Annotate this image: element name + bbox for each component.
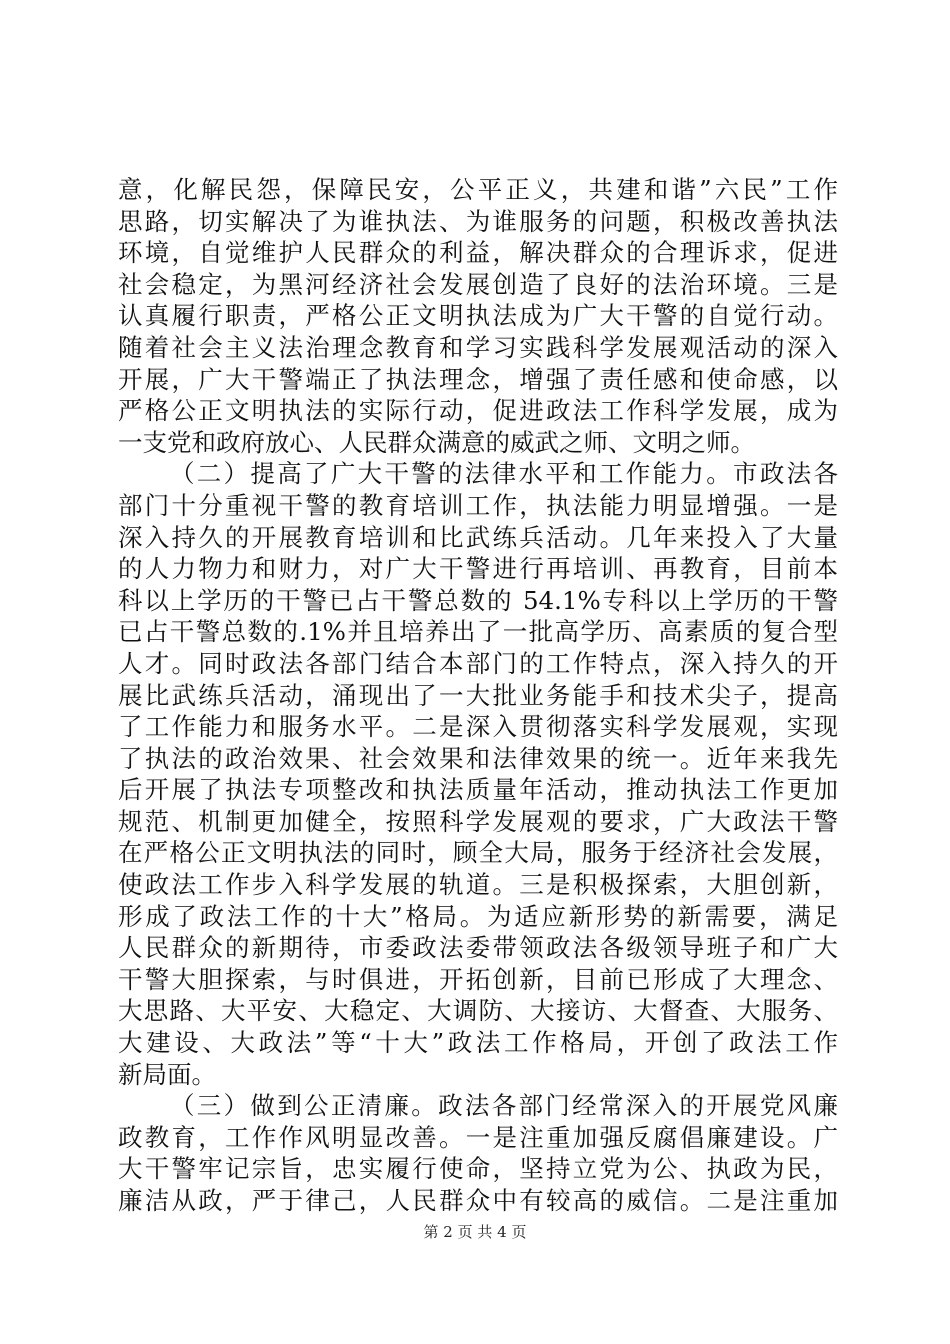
document-body [118,174,838,1217]
text-line: 展比武练兵活动，涌现出了一大批业务能手和技术尖子，提高 [118,680,838,710]
text-line: 随着社会主义法治理念教育和学习实践科学发展观活动的深入 [118,332,838,362]
page-footer: 第 2 页 共 4 页 [423,1223,527,1241]
text-line: 廉洁从政，严于律己，人民群众中有较高的威信。二是注重加 [118,1186,838,1215]
text-line: 严格公正文明执法的实际行动，促进政法工作科学发展，成为 [118,396,838,426]
text-line: 环境，自觉维护人民群众的利益，解决群众的合理诉求，促进 [118,238,838,268]
text-line: 一支党和政府放心、人民群众满意的威武之师、文明之师。 [118,427,755,457]
text-line: 大思路、大平安、大稳定、大调防、大接访、大督查、大服务、 [118,996,838,1026]
text-line: 大建设、大政法”等“十大”政法工作格局，开创了政法工作 [118,1028,838,1058]
text-line: 思路，切实解决了为谁执法、为谁服务的问题，积极改善执法 [118,206,838,236]
text-line: 新局面。 [118,1059,216,1089]
text-line: 后开展了执法专项整改和执法质量年活动，推动执法工作更加 [118,775,838,805]
text-line: 人才。同时政法各部门结合本部门的工作特点，深入持久的开 [118,648,838,678]
text-line: 政教育，工作作风明显改善。一是注重加强反腐倡廉建设。广 [118,1122,838,1152]
text-line: 认真履行职责，严格公正文明执法成为广大干警的自觉行动。 [118,301,838,331]
text-line: （三）做到公正清廉。政法各部门经常深入的开展党风廉 [170,1091,838,1121]
text-line: 规范、机制更加健全，按照科学发展观的要求，广大政法干警 [118,806,838,836]
text-line: 的人力物力和财力，对广大干警进行再培训、再教育，目前本 [118,554,838,584]
text-line: 使政法工作步入科学发展的轨道。三是积极探索，大胆创新， [118,870,838,900]
text-line: （二）提高了广大干警的法律水平和工作能力。市政法各 [170,459,838,489]
text-line: 部门十分重视干警的教育培训工作，执法能力明显增强。一是 [118,490,838,520]
text-line: 人民群众的新期待，市委政法委带领政法各级领导班子和广大 [118,933,838,963]
text-line: 干警大胆探索，与时俱进，开拓创新，目前已形成了大理念、 [118,964,838,994]
text-line: 了执法的政治效果、社会效果和法律效果的统一。近年来我先 [118,743,838,773]
text-line: 开展，广大干警端正了执法理念，增强了责任感和使命感，以 [118,364,838,394]
text-line: 科以上学历的干警已占干警总数的 54.1%专科以上学历的干警 [118,585,838,615]
text-line: 已占干警总数的.1%并且培养出了一批高学历、高素质的复合型 [118,617,838,647]
text-line: 大干警牢记宗旨，忠实履行使命，坚持立党为公、执政为民， [118,1154,838,1184]
text-line: 形成了政法工作的十大”格局。为适应新形势的新需要，满足 [118,901,838,931]
text-line: 在严格公正文明执法的同时，顾全大局，服务于经济社会发展， [118,838,838,868]
text-line: 社会稳定，为黑河经济社会发展创造了良好的法治环境。三是 [118,269,838,299]
text-line: 了工作能力和服务水平。二是深入贯彻落实科学发展观，实现 [118,712,838,742]
text-line: 意，化解民怨，保障民安，公平正义，共建和谐”六民”工作 [118,175,838,204]
text-line: 深入持久的开展教育培训和比武练兵活动。几年来投入了大量 [118,522,838,552]
